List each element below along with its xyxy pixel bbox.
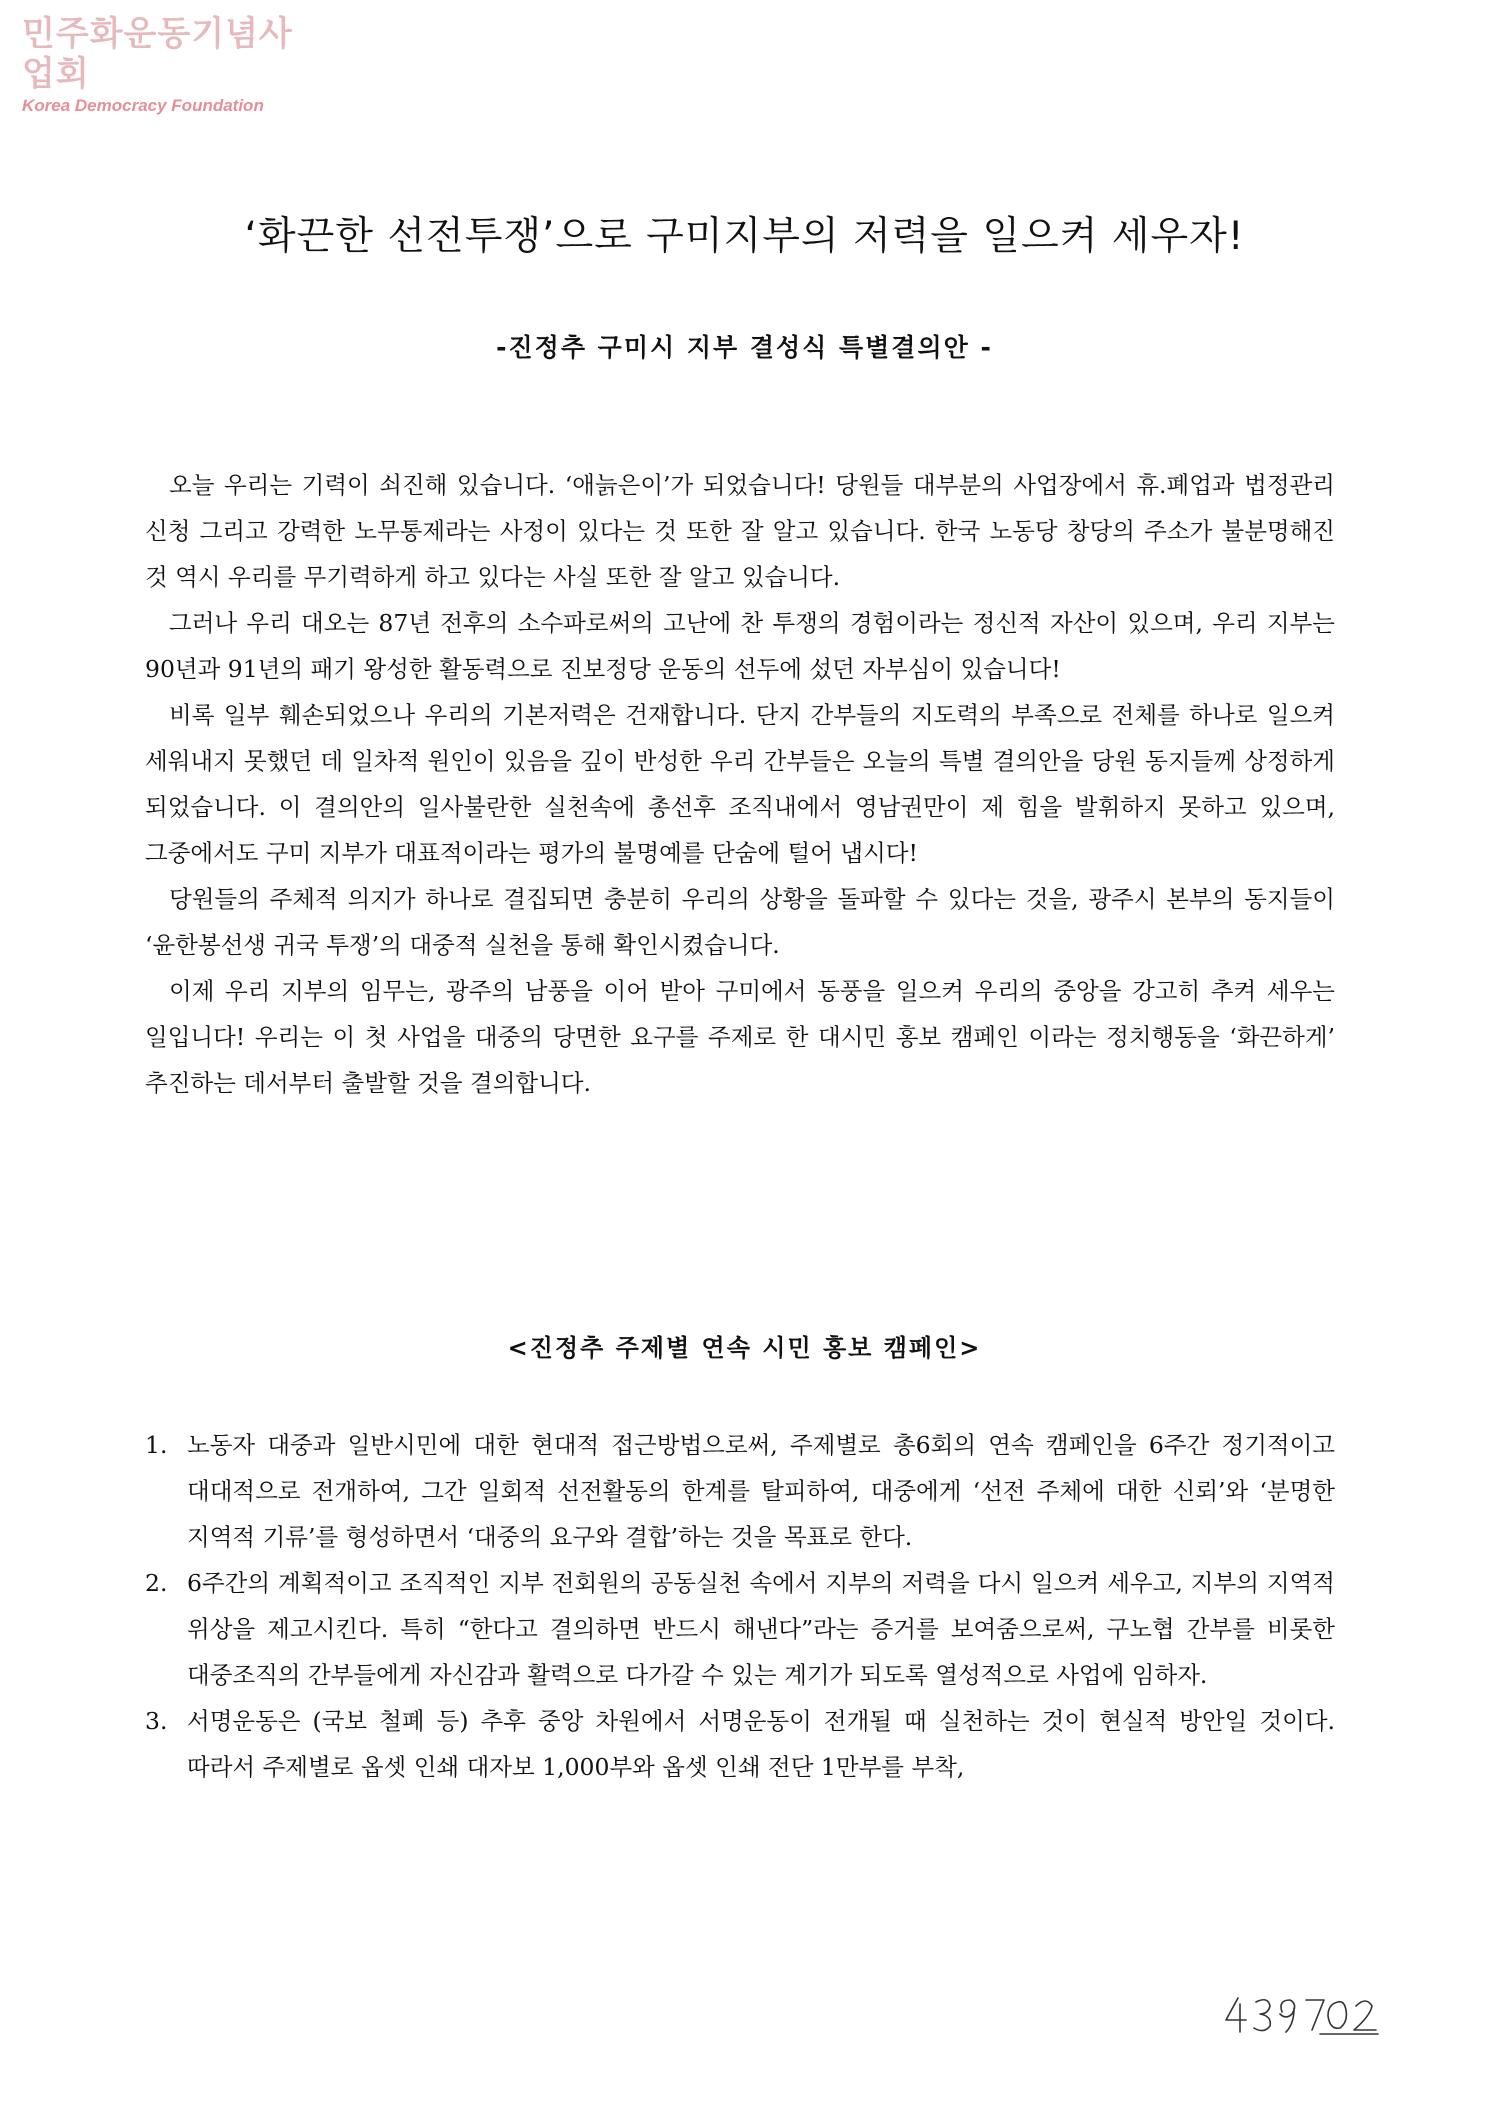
- list-item: [145, 1422, 1335, 1560]
- list-item-number: 1.: [145, 1431, 168, 1459]
- section-heading: <진정추 주제별 연속 시민 홍보 캠페인>: [507, 1334, 982, 1362]
- body-text: [145, 462, 1335, 1106]
- list-item-text: 6주간의 계획적이고 조직적인 지부 전회원의 공동실천 속에서 지부의 저력을 다시 일으켜 세우고, 지부의 지역적 위상을 제고시킨다. 특히 “한다고 결의하면 반드시 해낸다”라는 증거를 보여줌으로써, 구노협 간부를 비롯한 대중조직의 간부들에게 자신감과 활력으로 다가갈 수 있는 계기가 되도록 열성적으로 사업에 임하자.: [187, 1569, 1335, 1689]
- paragraph: 그러나 우리 대오는 87년 전후의 소수파로써의 고난에 찬 투쟁의 경험이라는 정신적 자산이 있으며, 우리 지부는 90년과 91년의 패기 왕성한 활동력으로 진보정당 운동의 선두에 섰던 자부심이 있습니다!: [145, 609, 1335, 683]
- foundation-watermark: [22, 14, 322, 116]
- document-subtitle: -진정추 구미시 지부 결성식 특별결의안 -: [496, 333, 993, 362]
- list-item: [145, 1560, 1335, 1698]
- document-title: ‘화끈한 선전투쟁’으로 구미지부의 저력을 일으켜 세우자!: [244, 214, 1245, 259]
- paragraph: 당원들의 주체적 의지가 하나로 결집되면 충분히 우리의 상황을 돌파할 수 있다는 것을, 광주시 본부의 동지들이 ‘윤한봉선생 귀국 투쟁’의 대중적 실천을 통해 확인시켰습니다.: [145, 885, 1335, 959]
- paragraph: 비록 일부 훼손되었으나 우리의 기본저력은 건재합니다. 단지 간부들의 지도력의 부족으로 전체를 하나로 일으켜 세워내지 못했던 데 일차적 원인이 있음을 깊이 반성한 우리 간부들은 오늘의 특별 결의안을 당원 동지들께 상정하게 되었습니다. 이 결의안의 일사불란한 실천속에 총선후 조직내에서 영남권만이 제 힘을 발휘하지 못하고 있으며, 그중에서도 구미 지부가 대표적이라는 평가의 불명예를 단숨에 털어 냅시다!: [145, 701, 1335, 867]
- paragraph: 이제 우리 지부의 임무는, 광주의 남풍을 이어 받아 구미에서 동풍을 일으켜 우리의 중앙을 강고히 추켜 세우는 일입니다! 우리는 이 첫 사업을 대중의 당면한 요구를 주제로 한 대시민 홍보 캠페인 이라는 정치행동을 ‘화끈하게’ 추진하는 데서부터 출발할 것을 결의합니다.: [145, 977, 1335, 1097]
- numbered-list: [145, 1422, 1335, 1790]
- watermark-korean: 민주화운동기념사업회: [22, 14, 293, 94]
- list-item-number: 2.: [145, 1569, 168, 1597]
- list-item-text: 서명운동은 (국보 철폐 등) 추후 중앙 차원에서 서명운동이 전개될 때 실천하는 것이 현실적 방안일 것이다. 따라서 주제별로 옵셋 인쇄 대자보 1,000부와 옵셋 인쇄 전단 1만부를 부착,: [187, 1707, 1335, 1781]
- handwritten-archive-number: [1220, 1990, 1380, 2040]
- list-item-number: 3.: [145, 1707, 168, 1735]
- paragraph: 오늘 우리는 기력이 쇠진해 있습니다. ‘애늙은이’가 되었습니다! 당원들 대부분의 사업장에서 휴.폐업과 법정관리 신청 그리고 강력한 노무통제라는 사정이 있다는 것 또한 잘 알고 있습니다. 한국 노동당 창당의 주소가 불분명해진 것 역시 우리를 무기력하게 하고 있다는 사실 또한 잘 알고 있습니다.: [145, 471, 1335, 591]
- list-item: [145, 1698, 1335, 1790]
- list-item-text: 노동자 대중과 일반시민에 대한 현대적 접근방법으로써, 주제별로 총6회의 연속 캠페인을 6주간 정기적이고 대대적으로 전개하여, 그간 일회적 선전활동의 한계를 탈피하여, 대중에게 ‘선전 주체에 대한 신뢰’와 ‘분명한 지역적 기류’를 형성하면서 ‘대중의 요구와 결합’하는 것을 목표로 한다.: [187, 1431, 1335, 1551]
- watermark-english: Korea Democracy Foundation: [22, 96, 264, 115]
